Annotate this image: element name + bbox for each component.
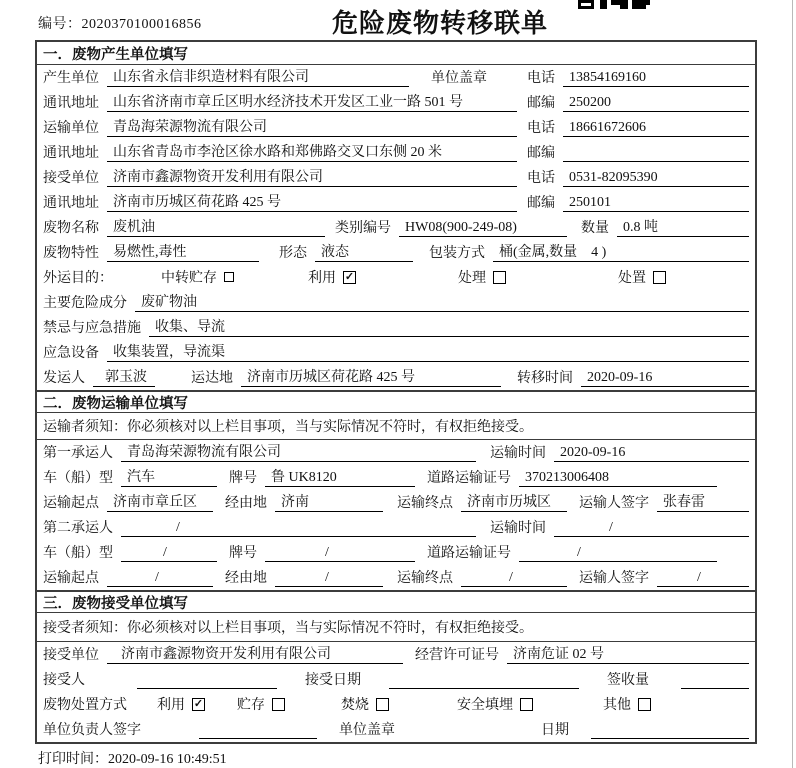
vehicle1-row [37,465,755,490]
character-label: 废物特性 [43,246,99,261]
producer-row [37,65,755,90]
packing-value: 桶(金属,数量 4 ) [493,241,749,262]
received-qty-label: 签收量 [607,673,649,688]
disposal-option-landfill [457,694,603,714]
accept-date-label: 接受日期 [305,673,361,688]
page-edge-line [792,0,793,768]
receiver-label: 接受单位 [43,171,99,186]
receiver-phone-label: 电话 [527,171,555,186]
producer-addr-label: 通讯地址 [43,96,99,111]
route1-sign-value: 张春雷 [657,491,749,512]
disposal-option-label: 利用 [157,698,185,713]
waste-name-row [37,215,755,240]
section2-title: 二．废物运输单位填写 [37,390,755,413]
print-time [38,748,227,768]
purpose-label: 外运目的： [43,271,113,286]
disposal-option-label: 贮存 [237,698,265,713]
category-value: HW08(900-249-08) [399,220,567,237]
carrier1-row [37,440,755,465]
producer-addr-row [37,90,755,115]
responsible-sign-label: 单位负责人签字 [43,723,141,738]
permit-label: 经营许可证号 [415,648,499,663]
transporter-addr-label: 通讯地址 [43,146,99,161]
transporter-zip-value [563,161,749,162]
disposal-option-other [603,694,651,714]
quantity-label: 数量 [581,221,609,236]
receiver-addr-row [37,190,755,215]
accept-person-value [137,688,277,689]
producer-addr-value: 山东省济南市章丘区明水经济技术开发区工业一路 501 号 [107,91,517,112]
transporter-zip-label: 邮编 [527,146,555,161]
producer-phone-value: 13854169160 [563,70,749,87]
waste-name-value: 废机油 [107,216,325,237]
hazard-row [37,290,755,315]
purpose-option-use [308,267,458,287]
checkbox-icon [520,698,533,711]
waste-character-row [37,240,755,265]
form-value: 液态 [315,241,413,262]
transport-time2-value: / [554,520,749,537]
route2-via-label: 经由地 [225,571,267,586]
route1-via-value: 济南 [275,491,383,512]
quantity-value: 0.8 吨 [617,216,749,237]
responsible-sign-value [199,738,317,739]
receiver-notice: 接受者须知：你必须核对以上栏目事项，当与实际情况不符时，有权拒绝接受。 [37,613,755,642]
road-license2-value: / [519,545,717,562]
accept-unit-value: 济南市鑫源物资开发利用有限公司 [107,643,403,664]
route1-sign-label: 运输人签字 [579,496,649,511]
manifest-form [35,40,757,744]
vehicle1-type-label: 车（船）型 [43,471,113,486]
route2-sign-value: / [657,570,749,587]
route2-via-value: / [275,570,383,587]
route2-end-value: / [461,570,567,587]
receiver-addr-label: 通讯地址 [43,196,99,211]
route1-end-label: 运输终点 [397,496,453,511]
route2-end-label: 运输终点 [397,571,453,586]
route1-end-value: 济南市历城区 [461,491,567,512]
vehicle2-row [37,540,755,565]
print-time-label: 打印时间： [38,752,108,767]
emergency-value: 收集、导流 [149,316,749,337]
receiver-value: 济南市鑫源物资开发利用有限公司 [107,166,517,187]
section1-title: 一．废物产生单位填写 [37,42,755,65]
checkbox-checked-icon: ✓ [344,270,355,283]
route2-start-value: / [107,570,213,587]
disposal-option-incinerate [341,694,457,714]
disposal-row [37,692,755,717]
purpose-option-label: 中转贮存 [161,271,217,286]
checkbox-icon [638,698,651,711]
receiver-phone-value: 0531-82095390 [563,170,749,187]
serial-number [38,13,202,33]
waste-name-label: 废物名称 [43,221,99,236]
purpose-option-dispose [618,267,666,287]
document-header [0,0,796,40]
dispatcher-label: 发运人 [43,371,85,386]
disposal-option-label: 安全填埋 [457,698,513,713]
destination-value: 济南市历城区荷花路 425 号 [241,366,501,387]
route1-row [37,490,755,515]
receiver-zip-label: 邮编 [527,196,555,211]
checkbox-icon [493,271,506,284]
vehicle2-type-value: / [121,545,217,562]
purpose-option-treat [458,267,618,287]
road-license2-label: 道路运输证号 [427,546,511,561]
sign-date-label: 日期 [541,723,569,738]
equipment-label: 应急设备 [43,346,99,361]
plate2-label: 牌号 [229,546,257,561]
route2-start-label: 运输起点 [43,571,99,586]
transport-time1-label: 运输时间 [490,446,546,461]
carrier2-label: 第二承运人 [43,521,113,536]
producer-zip-label: 邮编 [527,96,555,111]
checkbox-icon [376,698,389,711]
transporter-value: 青岛海荣源物流有限公司 [107,116,517,137]
disposal-label: 废物处置方式 [43,698,127,713]
hazard-label: 主要危险成分 [43,296,127,311]
sign-date-value [591,738,749,739]
carrier1-label: 第一承运人 [43,446,113,461]
disposal-option-use [135,694,237,714]
plate1-value: 鲁 UK8120 [265,466,415,487]
permit-value: 济南危证 02 号 [507,643,749,664]
accept-unit-row [37,642,755,667]
section3-title: 三．废物接受单位填写 [37,590,755,613]
emergency-label: 禁忌与应急措施 [43,321,141,336]
receiver-addr-value: 济南市历城区荷花路 425 号 [107,191,517,212]
transporter-phone-value: 18661672606 [563,120,749,137]
seal-label: 单位盖章 [431,71,487,86]
receiver-row [37,165,755,190]
disposal-option-storage [237,694,341,714]
disposal-option-label: 其他 [603,698,631,713]
transfer-time-value: 2020-09-16 [581,370,749,387]
producer-phone-label: 电话 [527,71,555,86]
purpose-option-label: 利用 [308,271,336,286]
plate2-value: / [265,545,415,562]
page-title: 危险废物转移联单 [332,8,549,38]
route1-via-label: 经由地 [225,496,267,511]
purpose-row [37,265,755,290]
transporter-addr-value: 山东省青岛市李沧区徐水路和郑佛路交叉口东侧 20 米 [107,141,517,162]
producer-label: 产生单位 [43,71,99,86]
carrier2-row [37,515,755,540]
accept-person-row [37,667,755,692]
character-value: 易燃性,毒性 [107,241,259,262]
accept-unit-label: 接受单位 [43,648,99,663]
dispatcher-value: 郭玉波 [93,366,155,387]
receiver-zip-value: 250101 [563,195,749,212]
print-time-value: 2020-09-16 10:49:51 [108,752,227,767]
transporter-notice: 运输者须知：你必须核对以上栏目事项，当与实际情况不符时，有权拒绝接受。 [37,413,755,440]
packing-label: 包装方式 [429,246,485,261]
road-license1-label: 道路运输证号 [427,471,511,486]
carrier1-value: 青岛海荣源物流有限公司 [121,441,476,462]
disposal-option-label: 焚烧 [341,698,369,713]
route2-sign-label: 运输人签字 [579,571,649,586]
serial-value: 2020370100016856 [81,17,202,32]
producer-zip-value: 250200 [563,95,749,112]
equipment-value: 收集装置，导流渠 [107,341,749,362]
route1-start-value: 济南市章丘区 [107,491,213,512]
form-label: 形态 [279,246,307,261]
transport-time1-value: 2020-09-16 [554,445,749,462]
transport-time2-label: 运输时间 [490,521,546,536]
received-qty-value [681,688,749,689]
destination-label: 运达地 [191,371,233,386]
accept-date-value [389,688,579,689]
transporter-row [37,115,755,140]
responsible-sign-row [37,717,755,742]
checkbox-icon [653,271,666,284]
route2-row [37,565,755,590]
serial-label: 编号： [38,17,82,32]
producer-value: 山东省永信非织造材料有限公司 [107,66,409,87]
purpose-option-storage [121,267,308,287]
checkbox-checked-icon: ✓ [193,697,204,710]
qr-code-icon [578,0,650,10]
emergency-row [37,315,755,340]
checkbox-icon [272,698,285,711]
unit-seal-label: 单位盖章 [339,723,395,738]
transporter-phone-label: 电话 [527,121,555,136]
route1-start-label: 运输起点 [43,496,99,511]
transporter-label: 运输单位 [43,121,99,136]
checkbox-icon [224,272,234,282]
category-label: 类别编号 [335,221,391,236]
transporter-addr-row [37,140,755,165]
vehicle1-type-value: 汽车 [121,466,217,487]
carrier2-value: / [121,520,476,537]
accept-person-label: 接受人 [43,673,85,688]
equipment-row [37,340,755,365]
transfer-time-label: 转移时间 [517,371,573,386]
hazard-value: 废矿物油 [135,291,749,312]
purpose-option-label: 处置 [618,271,646,286]
road-license1-value: 370213006408 [519,470,717,487]
purpose-option-label: 处理 [458,271,486,286]
dispatch-row [37,365,755,390]
plate1-label: 牌号 [229,471,257,486]
vehicle2-type-label: 车（船）型 [43,546,113,561]
